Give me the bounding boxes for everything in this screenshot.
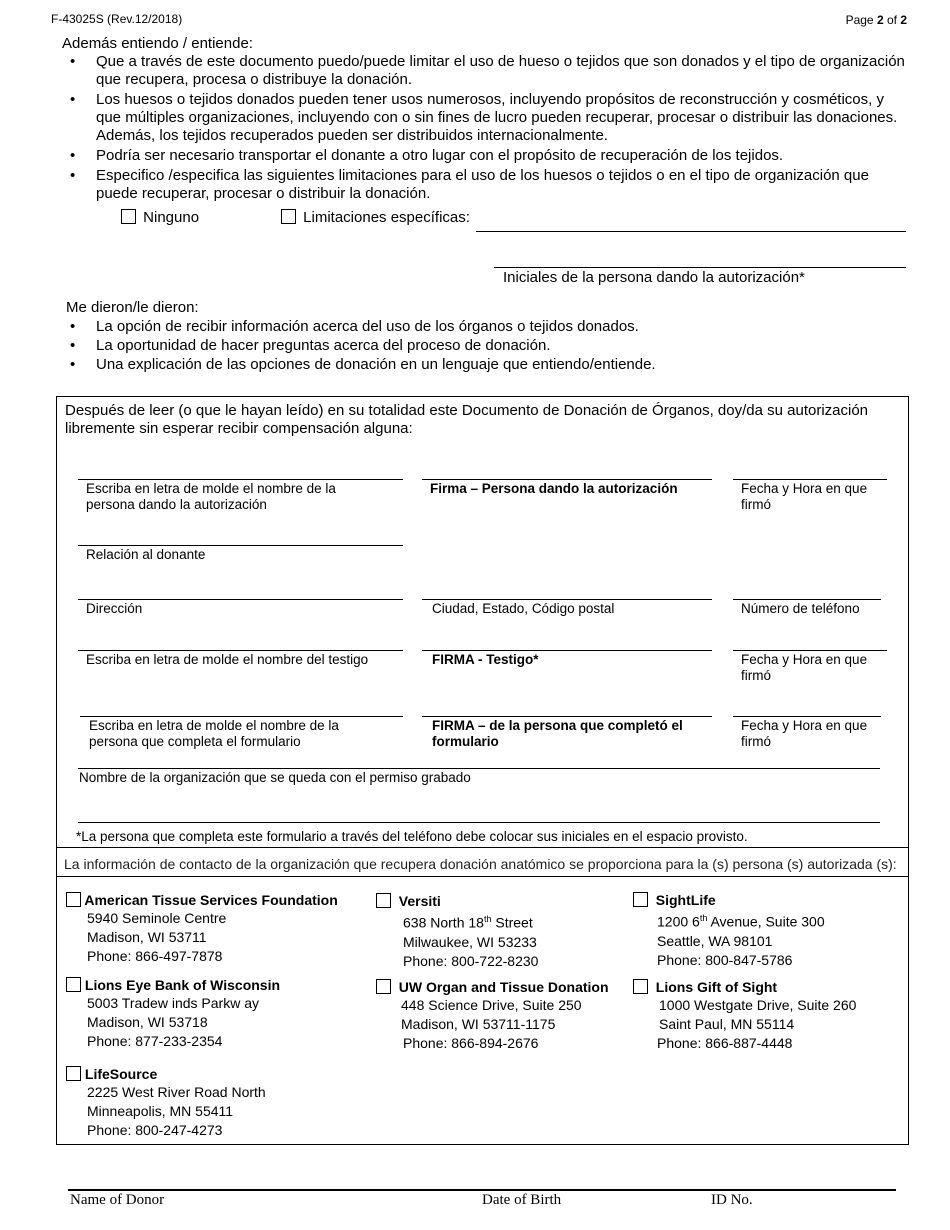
org-phone: Phone: 866-497-7878 <box>87 948 223 964</box>
org-address: 5003 Tradew inds Parkw ay <box>87 995 259 1011</box>
completer-name-label: Escriba en letra de molde el nombre de la persona que completa el formulario <box>89 718 339 749</box>
org-name: American Tissue Services Foundation <box>84 892 338 908</box>
witness-name-label: Escriba en letra de molde el nombre del testigo <box>86 652 369 667</box>
page-prefix: Page <box>845 13 877 27</box>
org-city: Seattle, WA 98101 <box>657 932 773 949</box>
org-recorded-label: Nombre de la organización que se queda con el permiso grabado <box>79 770 471 785</box>
org-name: SightLife <box>655 892 716 908</box>
org-city: Saint Paul, MN 55114 <box>659 1016 795 1032</box>
list-item: • Una explicación de las opciones de donación en un lenguaje que entiendo/entiende. <box>62 356 912 374</box>
org-name: UW Organ and Tissue Donation <box>398 979 609 995</box>
org-address: 1000 Westgate Drive, Suite 260 <box>659 997 857 1013</box>
org-phone: Phone: 866-894-2676 <box>403 1035 539 1051</box>
addr-sup: th <box>699 913 708 923</box>
signature-line[interactable] <box>422 479 712 480</box>
org-versiti <box>376 892 538 971</box>
list-item: • Especifico /especifica las siguientes limitaciones para el uso de los huesos o tejidos o en el tipo de organización que puede recuperar, procesar o distribuir la donación. <box>62 167 912 203</box>
org-recorded-line[interactable] <box>78 822 880 823</box>
org-checkbox[interactable] <box>66 892 81 907</box>
org-phone: Phone: 800-722-8230 <box>403 952 539 969</box>
org-name: Lions Gift of Sight <box>655 979 778 995</box>
org-checkbox[interactable] <box>633 979 648 994</box>
relation-line[interactable] <box>78 545 403 546</box>
date-time-line-3[interactable] <box>733 716 881 717</box>
option-specific-label: Limitaciones específicas: <box>303 209 470 226</box>
completer-signature-label: FIRMA – de la persona que completó el formulario <box>432 718 683 749</box>
option-none[interactable] <box>121 209 199 227</box>
print-name-line[interactable] <box>78 479 403 480</box>
initials-line[interactable] <box>494 267 906 268</box>
org-address: 448 Science Drive, Suite 250 <box>401 997 582 1013</box>
org-phone: Phone: 877-233-2354 <box>87 1033 223 1049</box>
signature-label: Firma – Persona dando la autorización <box>430 481 678 496</box>
list-item: • Los huesos o tejidos donados pueden tener usos numerosos, incluyendo propósitos de reconstrucción y cosméticos, y que múltiples organizaciones, incluyendo con o sin fines de lucro pueden recuperar, procesar o distribuir las donaciones. Además, los tejidos recuperados pueden ser distribuidos internacionalmente. <box>62 91 912 145</box>
org-checkbox[interactable] <box>66 1066 81 1081</box>
auth-statement: Después de leer (o que le hayan leído) en su totalidad este Documento de Donación de Órganos, doy/da su autorización libremente sin esperar recibir compensación alguna: <box>65 402 869 437</box>
org-city: Minneapolis, MN 55411 <box>87 1103 234 1119</box>
completer-signature-line[interactable] <box>422 716 712 717</box>
option-specific[interactable] <box>281 209 470 227</box>
given-intro: Me dieron/le dieron: <box>66 299 199 316</box>
footer-line[interactable] <box>68 1189 896 1191</box>
org-phone: Phone: 866-887-4448 <box>657 1035 793 1051</box>
org-checkbox[interactable] <box>376 979 391 994</box>
org-checkbox[interactable] <box>66 977 81 992</box>
org-uw <box>376 978 609 1053</box>
org-sightlife <box>633 891 825 970</box>
org-lifesource <box>66 1065 266 1140</box>
addr-part: 1200 6 <box>657 913 700 930</box>
phone-line[interactable] <box>733 599 881 600</box>
list-item: • Que a través de este documento puedo/puede limitar el uso de hueso o tejidos que son donados y el tipo de organización que recupera, procesa o distribuye la donación. <box>62 53 912 89</box>
page-of: of <box>883 13 901 27</box>
footer-id-no: ID No. <box>711 1192 753 1208</box>
org-city: Madison, WI 53711 <box>87 929 207 945</box>
page-number <box>846 13 907 27</box>
org-name: Versiti <box>398 893 441 909</box>
org-address <box>376 910 538 933</box>
page-total: 2 <box>900 13 907 27</box>
city-line[interactable] <box>422 599 712 600</box>
org-city: Madison, WI 53718 <box>87 1014 208 1030</box>
org-address: 5940 Seminole Centre <box>87 910 227 926</box>
address-line[interactable] <box>78 599 403 600</box>
org-lions-gift <box>633 978 856 1053</box>
addr-part: Street <box>491 914 533 931</box>
date-time-line-1[interactable] <box>733 479 887 480</box>
relation-label: Relación al donante <box>86 547 206 562</box>
footer-date-of-birth: Date of Birth <box>482 1192 562 1208</box>
list-item: • Podría ser necesario transportar el donante a otro lugar con el propósito de recuperación de los tejidos. <box>62 147 912 165</box>
org-recorded-top-line <box>78 768 880 769</box>
date-time-line-2[interactable] <box>733 650 887 651</box>
divider <box>56 847 909 848</box>
understand-intro: Además entiendo / entiende: <box>62 35 253 52</box>
none-checkbox[interactable] <box>121 209 136 224</box>
option-none-label: Ninguno <box>143 209 200 226</box>
org-address <box>633 909 825 932</box>
org-name: Lions Eye Bank of Wisconsin <box>84 977 281 993</box>
footer-name-of-donor: Name of Donor <box>70 1192 165 1208</box>
limitations-line[interactable] <box>476 231 906 232</box>
divider <box>56 876 909 877</box>
witness-signature-label: FIRMA - Testigo* <box>432 652 539 667</box>
print-name-label: Escriba en letra de molde el nombre de la persona dando la autorización <box>86 481 336 512</box>
date-time-label-3: Fecha y Hora en que firmó <box>741 718 868 749</box>
addr-part: Avenue, Suite 300 <box>707 913 825 930</box>
city-label: Ciudad, Estado, Código postal <box>432 601 615 616</box>
date-time-label-2: Fecha y Hora en que firmó <box>741 652 868 683</box>
org-phone: Phone: 800-847-5786 <box>657 951 793 968</box>
date-time-label-1: Fecha y Hora en que firmó <box>741 481 868 512</box>
footnote: *La persona que completa este formulario a través del teléfono debe colocar sus iniciales en el espacio provisto. <box>76 829 748 844</box>
addr-part: 638 North 18 <box>403 914 484 931</box>
address-label: Dirección <box>86 601 143 616</box>
given-list <box>62 318 912 375</box>
list-item: • La oportunidad de hacer preguntas acerca del proceso de donación. <box>62 337 912 355</box>
understand-list <box>62 53 912 204</box>
addr-sup: th <box>483 914 492 924</box>
list-item: • La opción de recibir información acerca del uso de los órganos o tejidos donados. <box>62 318 912 336</box>
page-current: 2 <box>876 13 884 27</box>
form-id: F-43025S (Rev.12/2018) <box>51 12 183 26</box>
contact-info: La información de contacto de la organización que recupera donación anatómico se proporciona para la (s) persona (s) autorizada (s): <box>64 856 897 872</box>
org-name: LifeSource <box>84 1066 158 1082</box>
org-phone: Phone: 800-247-4273 <box>87 1122 223 1138</box>
witness-name-line[interactable] <box>78 650 403 651</box>
org-atsf <box>66 891 338 966</box>
initials-label: Iniciales de la persona dando la autorización* <box>503 269 805 286</box>
org-checkbox[interactable] <box>633 892 648 907</box>
org-checkbox[interactable] <box>376 893 391 908</box>
org-city: Madison, WI 53711-1175 <box>401 1016 556 1032</box>
completer-name-line[interactable] <box>80 716 403 717</box>
phone-label: Número de teléfono <box>741 601 860 616</box>
org-city: Milwaukee, WI 53233 <box>403 933 537 950</box>
org-address: 2225 West River Road North <box>87 1084 266 1100</box>
specific-limitations-checkbox[interactable] <box>281 209 296 224</box>
org-lions-eye <box>66 976 280 1051</box>
witness-signature-line[interactable] <box>422 650 712 651</box>
